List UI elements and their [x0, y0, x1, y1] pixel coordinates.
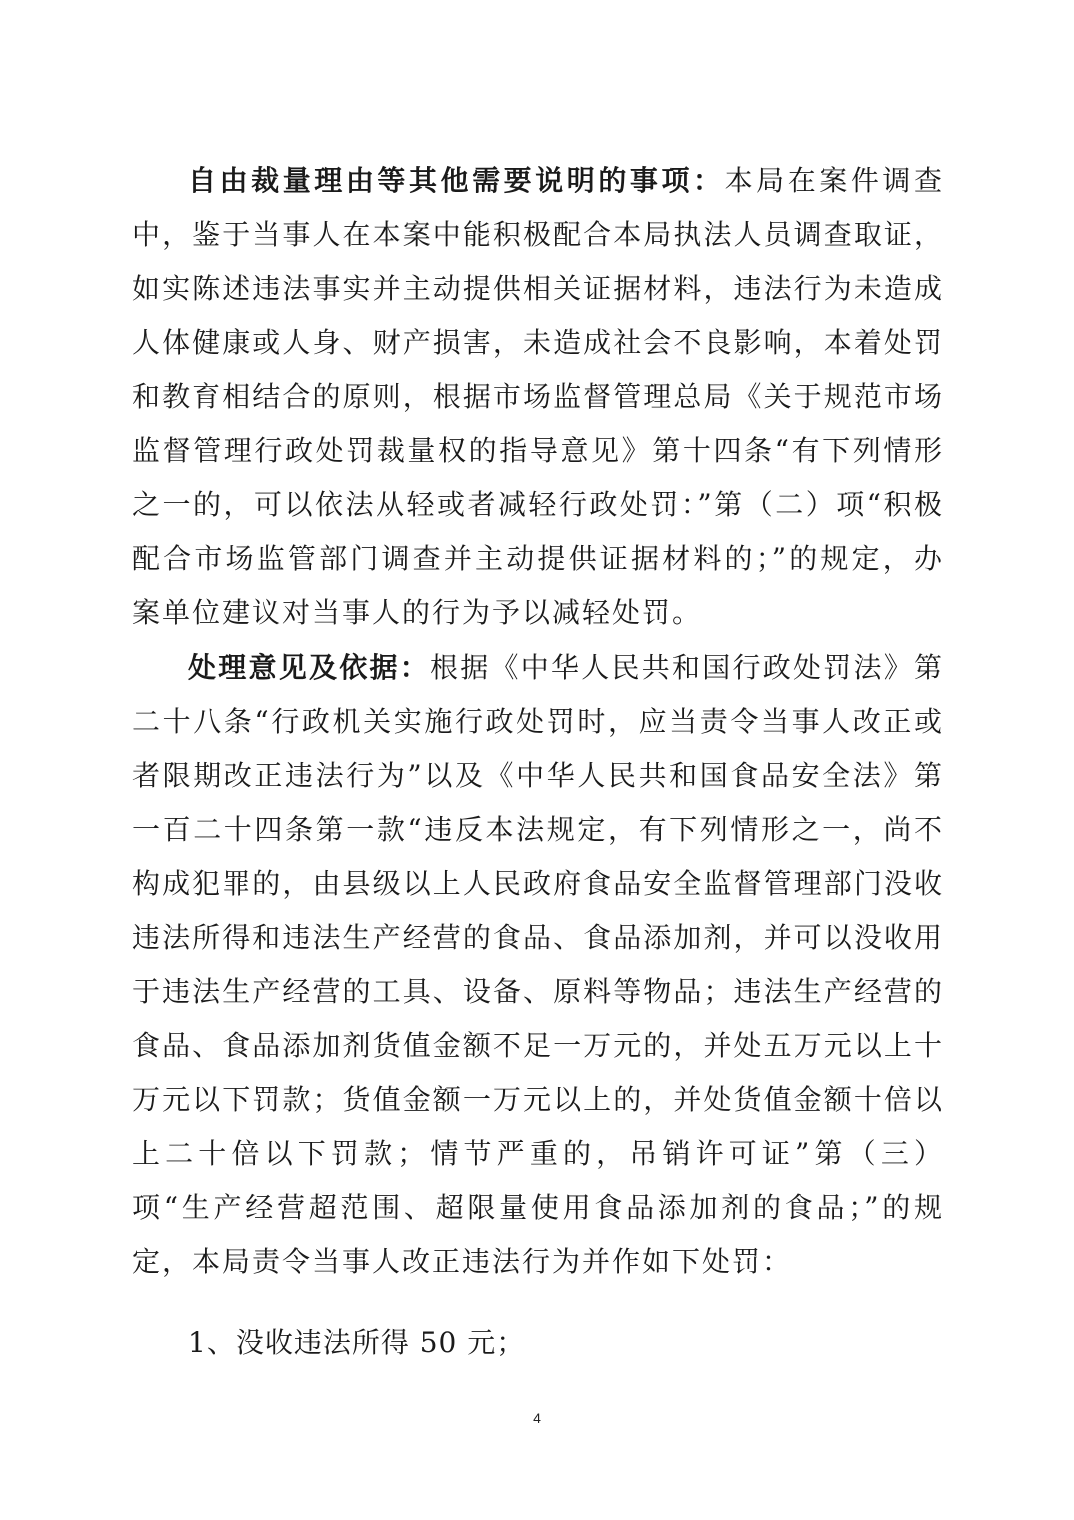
penalty-item-1	[132, 1316, 944, 1370]
discretion-reason-paragraph	[132, 154, 944, 640]
discretion-reason-heading: 自由裁量理由等其他需要说明的事项：	[188, 164, 725, 197]
handling-opinion-heading: 处理意见及依据：	[188, 651, 430, 684]
penalty-item-1-text: 1、没收违法所得 50 元；	[188, 1326, 526, 1359]
handling-opinion-text: 根据《中华人民共和国行政处罚法》第二十八条“行政机关实施行政处罚时，应当责令当事人改正或者限期改正违法行为”以及《中华人民共和国食品安全法》第一百二十四条第一款“违反本法规定，有下列情形之一，尚不构成犯罪的，由县级以上人民政府食品安全监督管理部门没收违法所得和违法生产经营的食品、食品添加剂，并可以没收用于违法生产经营的工具、设备、原料等物品；违法生产经营的食品、食品添加剂货值金额不足一万元的，并处五万元以上十万元以下罚款；货值金额一万元以上的，并处货值金额十倍以上二十倍以下罚款；情节严重的，吊销许可证”第（三）项“生产经营超范围、超限量使用食品添加剂的食品；”的规定，本局责令当事人改正违法行为并作如下处罚：	[132, 651, 944, 1278]
page-number: 4	[533, 1410, 541, 1426]
handling-opinion-paragraph	[132, 641, 944, 1289]
discretion-reason-text: 本局在案件调查中，鉴于当事人在本案中能积极配合本局执法人员调查取证，如实陈述违法事实并主动提供相关证据材料，违法行为未造成人体健康或人身、财产损害，未造成社会不良影响，本着处罚和教育相结合的原则，根据市场监督管理总局《关于规范市场监督管理行政处罚裁量权的指导意见》第十四条“有下列情形之一的，可以依法从轻或者减轻行政处罚：”第（二）项“积极配合市场监管部门调查并主动提供证据材料的；”的规定，办案单位建议对当事人的行为予以减轻处罚。	[132, 164, 944, 629]
